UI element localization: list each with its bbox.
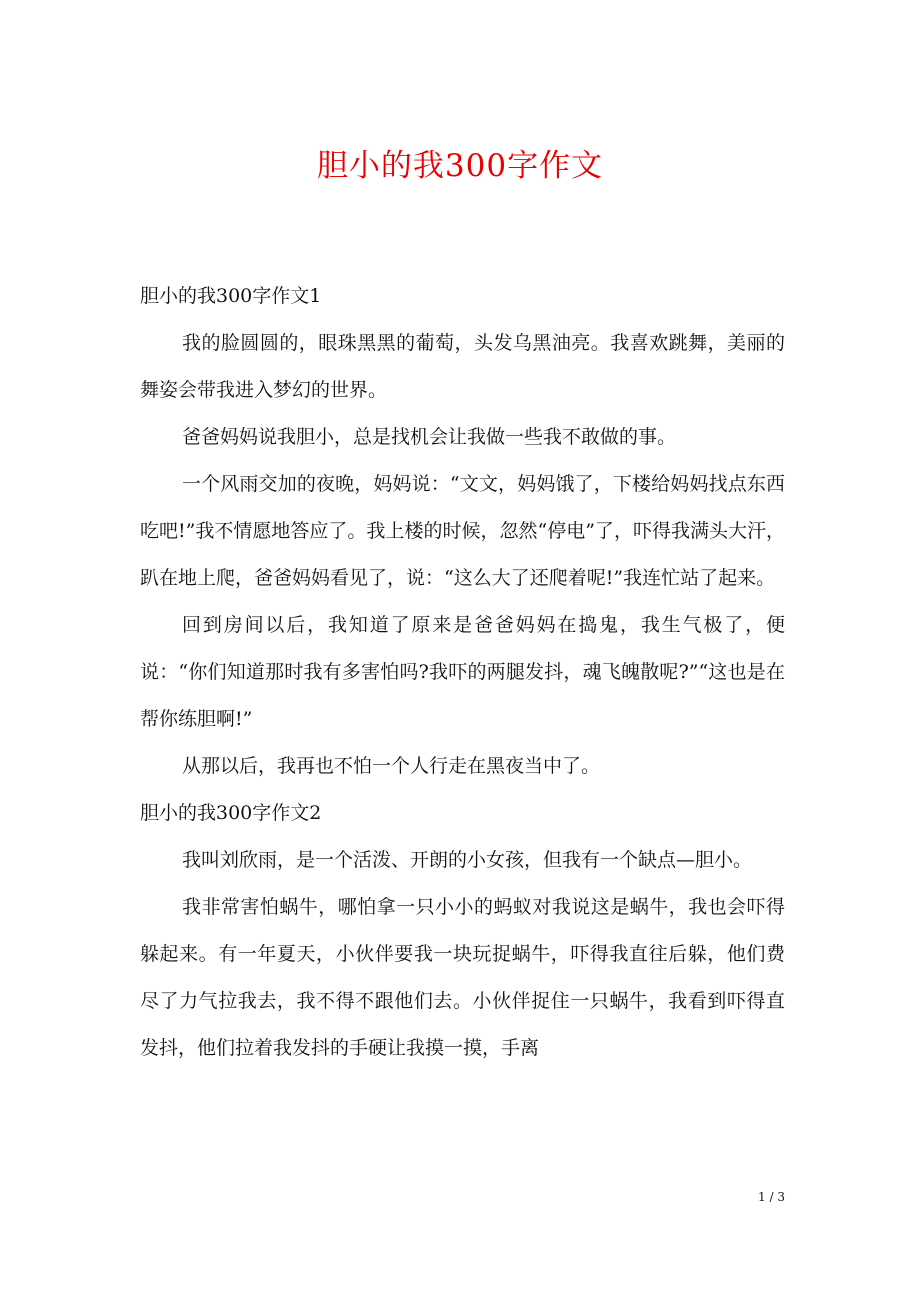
paragraph: 从那以后，我再也不怕一个人行走在黑夜当中了。 xyxy=(182,755,601,777)
paragraph: 一个风雨交加的夜晚，妈妈说：“文文，妈妈饿了，下楼给妈妈找点东西吃吧!”我不情愿地答应了。我上楼的时候，忽然“停电”了，吓得我满头大汗，趴在地上爬，爸爸妈妈看见了，说：“这么大了还爬着呢!”我连忙站了起来。 xyxy=(140,473,785,589)
paragraph: 我的脸圆圆的，眼珠黑黑的葡萄，头发乌黑油亮。我喜欢跳舞，美丽的舞姿会带我进入梦幻的世界。 xyxy=(140,332,785,401)
section-heading: 胆小的我300字作文2 xyxy=(140,802,322,824)
paragraph: 我非常害怕蜗牛，哪怕拿一只小小的蚂蚁对我说这是蜗牛，我也会吓得躲起来。有一年夏天，小伙伴要我一块玩捉蜗牛，吓得我直往后躲，他们费尽了力气拉我去，我不得不跟他们去。小伙伴捉住一只蜗牛，我看到吓得直发抖，他们拉着我发抖的手硬让我摸一摸，手离 xyxy=(140,896,785,1059)
paragraph: 回到房间以后，我知道了原来是爸爸妈妈在捣鬼，我生气极了，便说：“你们知道那时我有多害怕吗?我吓的两腿发抖，魂飞魄散呢?”“这也是在帮你练胆啊!” xyxy=(140,614,785,730)
document-title: 胆小的我300字作文 xyxy=(316,148,604,184)
document-body xyxy=(140,273,785,1072)
paragraph: 爸爸妈妈说我胆小，总是找机会让我做一些我不敢做的事。 xyxy=(182,426,677,448)
paragraph: 我叫刘欣雨，是一个活泼、开朗的小女孩，但我有一个缺点—胆小。 xyxy=(182,849,753,871)
section-heading: 胆小的我300字作文1 xyxy=(140,285,322,307)
page-number: 1 / 3 xyxy=(758,1190,785,1204)
